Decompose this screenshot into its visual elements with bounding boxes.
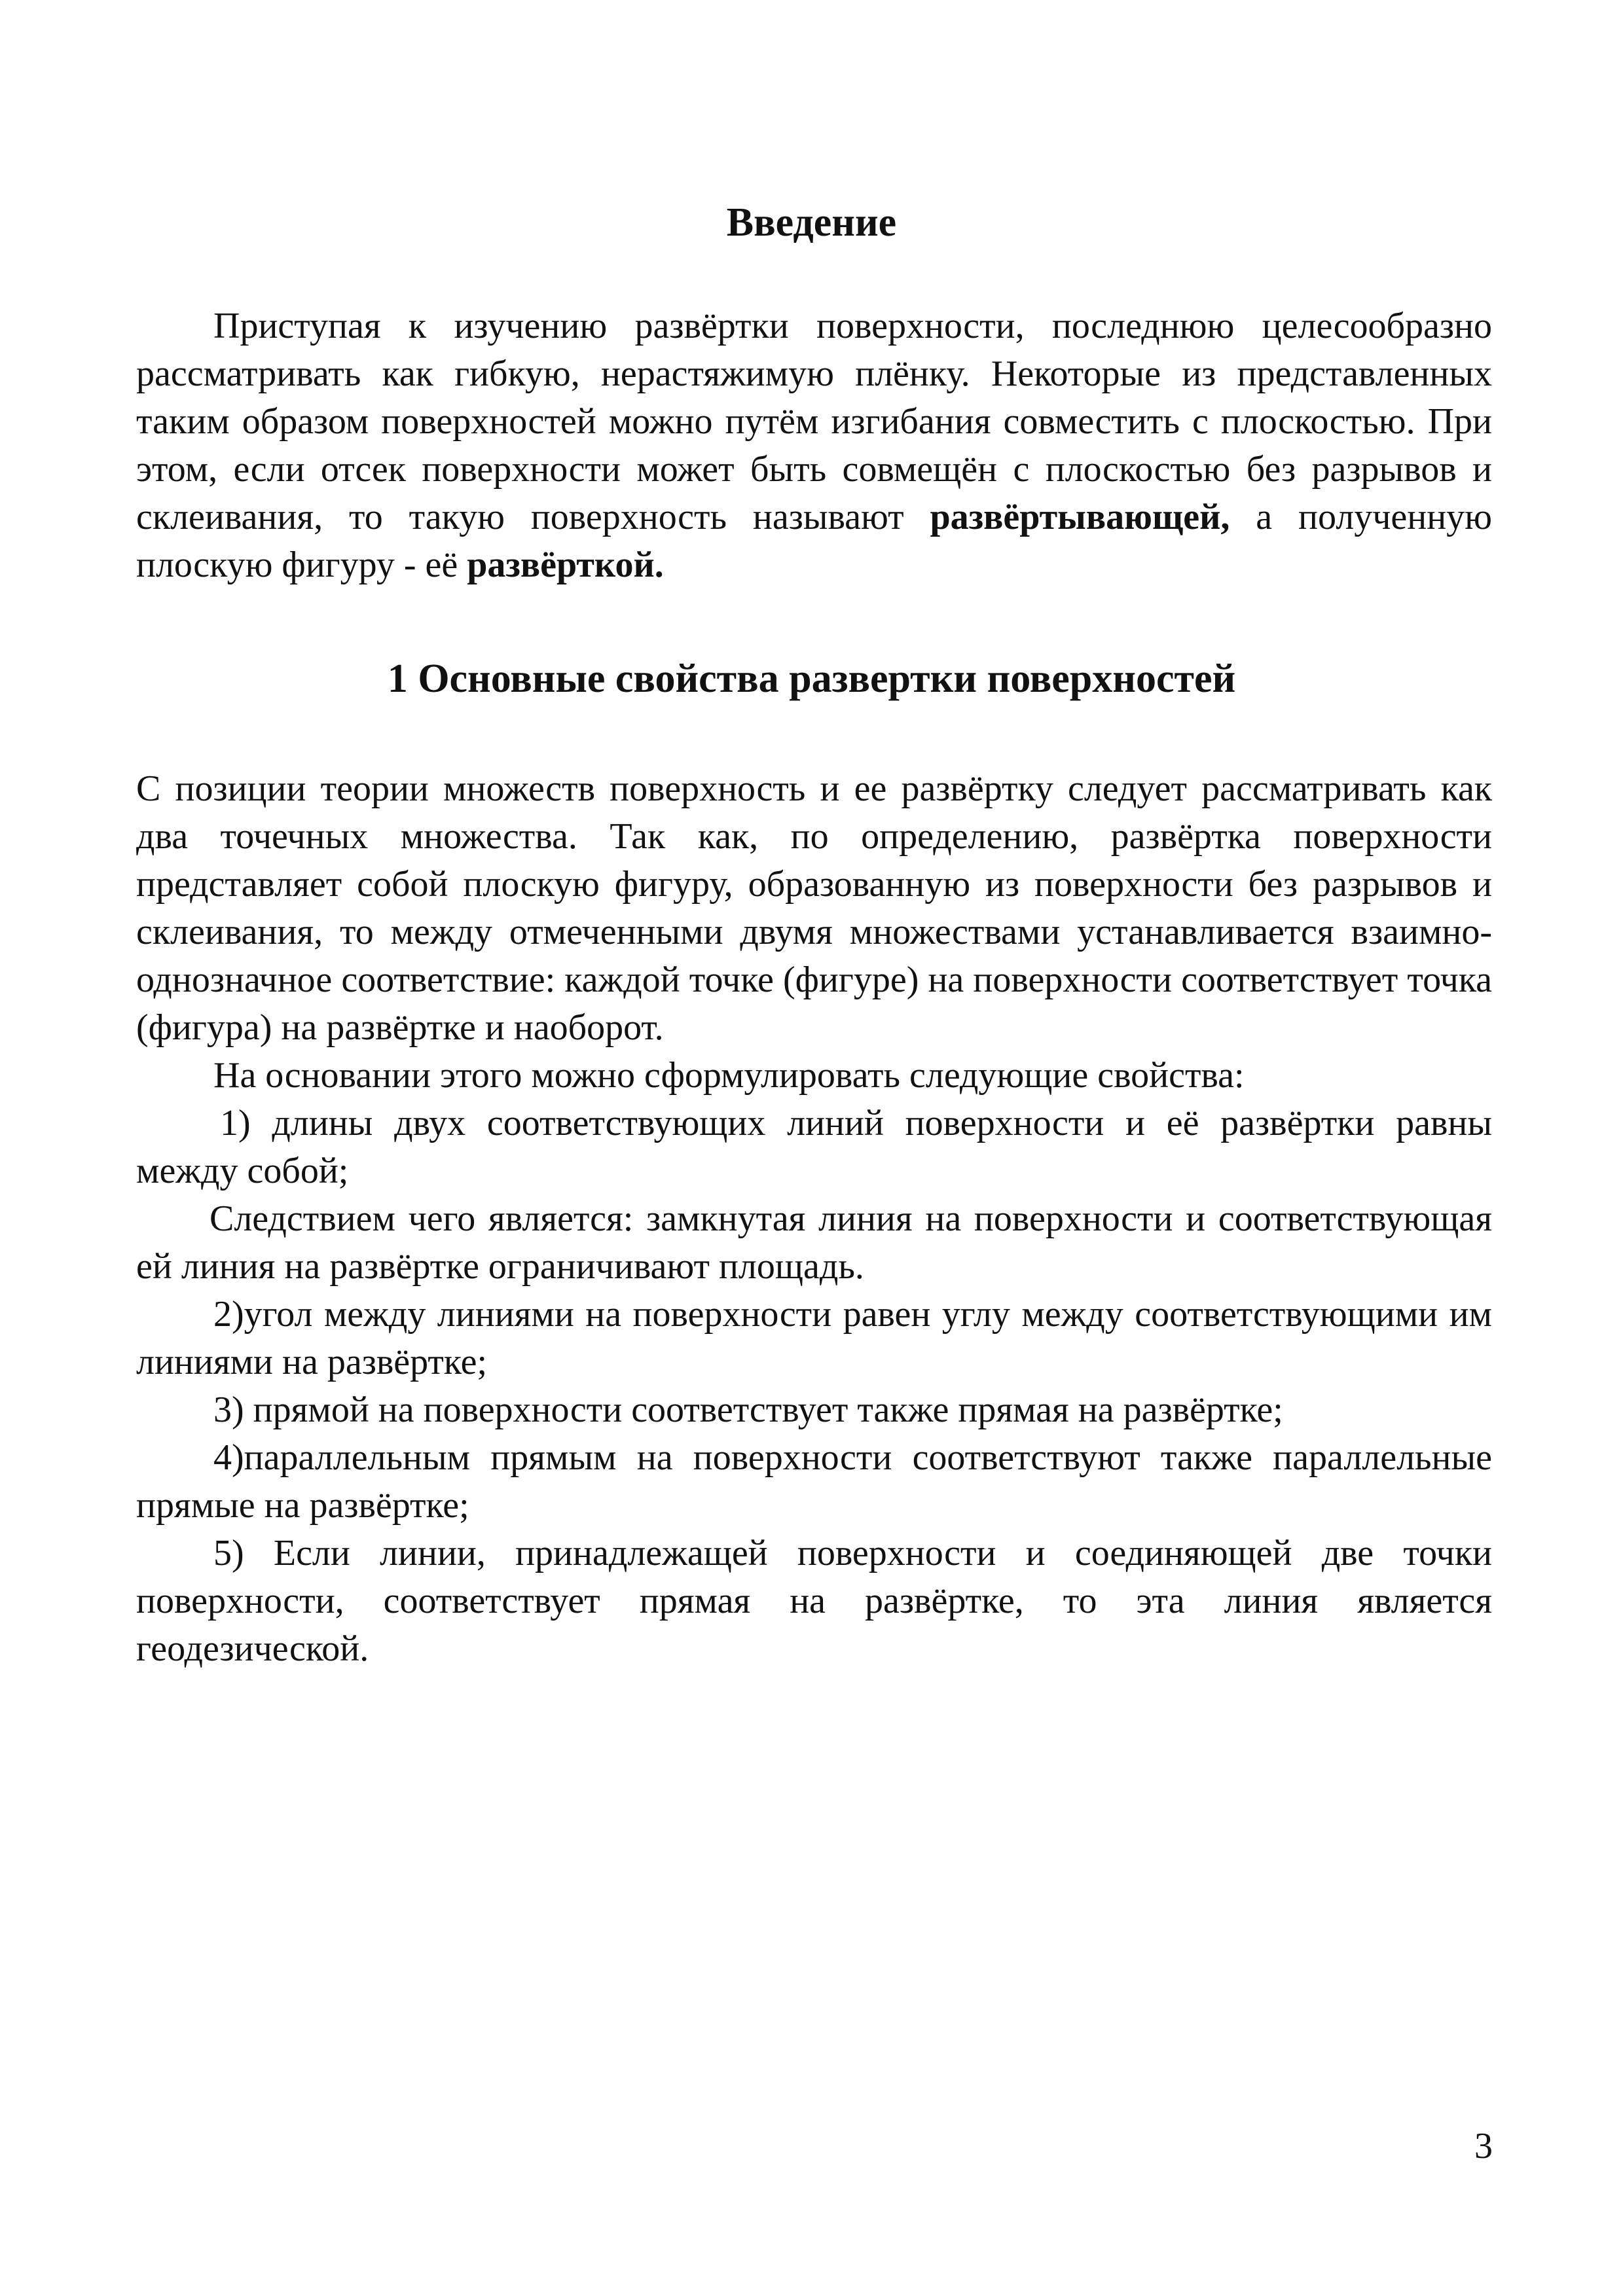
section-1-body — [136, 765, 1492, 1673]
term-developable: развёртывающей, — [930, 497, 1230, 537]
section-1-paragraph: С позиции теории множеств поверхность и ее развёртку следует рассматривать как два точечных множества. Так как, по определению, развёртка поверхности представляет собой плоскую фигуру, образованную из поверхности без разрывов и склеивания, то между отмеченными двумя множествами устанавливается взаимно-однозначное соответствие: каждой точке (фигуре) на поверхности соответствует точка (фигура) на развёртке и наоборот. — [136, 768, 1492, 1048]
introduction-text: Приступая к изучению развёртки поверхности, последнюю целесообразно рассматривать как гибкую, нерастяжимую плёнку. Некоторые из представленных таким образом поверхностей можно путём изгибания совместить с плоскостью. При этом, если отсек поверхности может быть совмещён с плоскостью без разрывов и склеивания, то такую поверхность называют — [136, 306, 1492, 537]
introduction-title: Введение — [726, 200, 897, 245]
section-1-paragraph: На основании этого можно сформулировать следующие свойства: — [213, 1055, 1245, 1096]
term-development: развёрткой. — [467, 545, 664, 585]
property-item: 5) Если линии, принадлежащей поверхности и соединяющей две точки поверхности, соответствует прямая на развёртке, то эта линия является геодезической. — [136, 1533, 1492, 1669]
property-item: 1) длины двух соответствующих линий поверхности и её развёртки равны между собой; — [136, 1103, 1492, 1191]
introduction-paragraph — [136, 302, 1492, 589]
introduction-text-middle: а полученную плоскую фигуру - её — [136, 497, 1492, 585]
property-item: 2)угол между линиями на поверхности равен углу между соответствующими им линиями на развёртке; — [136, 1294, 1492, 1382]
property-item: 4)параллельным прямым на поверхности соответствуют также параллельные прямые на развёртке; — [136, 1437, 1492, 1526]
introduction-body — [136, 302, 1492, 589]
property-item: 3) прямой на поверхности соответствует также прямая на развёртке; — [213, 1390, 1283, 1430]
page-number: 3 — [1474, 2126, 1493, 2166]
property-corollary: Следствием чего является: замкнутая линия на поверхности и соответствующая ей линия на развёртке ограничивают площадь. — [136, 1198, 1492, 1287]
section-1-title: 1 Основные свойства развертки поверхностей — [387, 656, 1236, 701]
